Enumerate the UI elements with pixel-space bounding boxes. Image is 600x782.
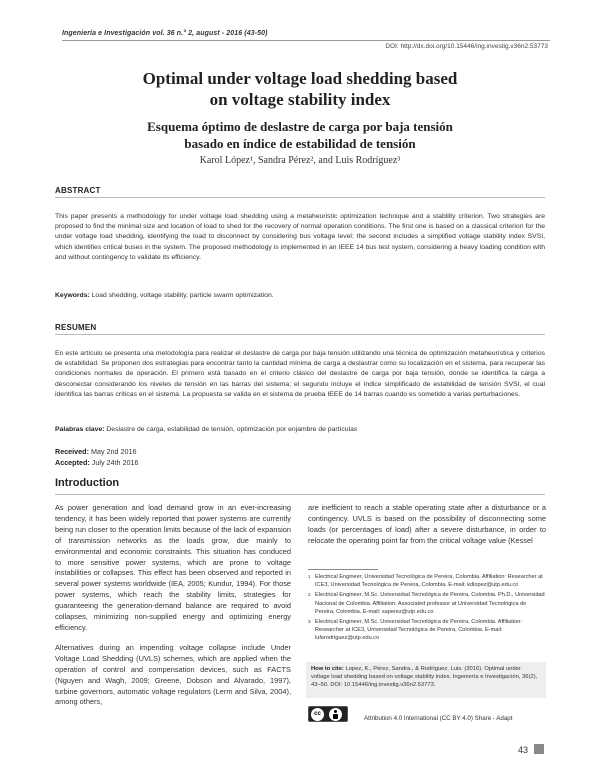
resumen-rule — [55, 334, 545, 335]
journal-header: Ingeniería e Investigación vol. 36 n.° 2, august - 2016 (43-50) — [62, 30, 268, 37]
attribution-icon — [329, 708, 342, 721]
footnote-1-text: Electrical Engineer, Universidad Tecnológica de Pereira, Colombia. Affiliation: Researcher at ICE3, Universidad Tecnológica de Pereira, Colombia. E-mail: kdlopez@utp.edu.co — [315, 574, 543, 589]
palabras-clave-label: Palabras clave: — [55, 426, 105, 433]
resumen-heading: RESUMEN — [55, 323, 97, 332]
title-english-line-2: on voltage stability index — [209, 90, 391, 109]
footnote-1 — [308, 573, 546, 589]
footnote-1-mark: 1 — [308, 574, 311, 579]
how-to-cite-box — [306, 662, 546, 698]
authors: Karol López¹, Sandra Pérez², and Luis Rodríguez³ — [199, 155, 401, 166]
received-date — [55, 446, 139, 457]
keywords-label: Keywords: — [55, 292, 90, 299]
header-rule — [62, 40, 550, 41]
abstract-keywords — [55, 292, 545, 299]
how-to-cite-text: Lopez, K., Pérez, Sandra., & Rodríguez, Luis. (2016). Optimal under voltage load shedding based on voltage stability index. Ingeniería e Investigación, 36(2), 43–50. DOI: 10.15446/ing.investig.v36n2.53773. — [311, 666, 538, 688]
abstract-heading: ABSTRACT — [55, 186, 101, 195]
dates-block — [55, 446, 139, 468]
footnote-2 — [308, 591, 546, 616]
page-number: 43 — [518, 745, 529, 755]
how-to-cite-label: How to cite: — [311, 666, 344, 672]
title-spanish — [40, 118, 560, 152]
footnote-2-text: Electrical Engineer, M.Sc. Universidad Tecnológica de Pereira, Colombia. Ph.D., Universidad Nacional de Colombia. Affiliation: Associated professor at Universidad Tecnológica de Pereira, Colombia. E-mail: saperez@utp.edu.co — [315, 592, 545, 615]
footnotes — [308, 573, 546, 645]
footnote-3-text: Electrical Engineer, M.Sc. Universidad Tecnológica de Pereira, Colombia. Affiliation: Researcher at ICE3, Universidad Tecnológica de Pereira, Colombia. E-mail: luferodriguez@utp.edu.co — [315, 619, 522, 642]
title-spanish-line-1: Esquema óptimo de deslastre de carga por baja tensión — [147, 119, 453, 134]
left-column — [55, 503, 291, 717]
resumen-keywords — [55, 426, 545, 433]
received-label: Received: — [55, 447, 89, 456]
abstract-rule — [55, 197, 545, 198]
footnote-rule — [308, 569, 378, 570]
cc-icon: cc — [311, 708, 324, 721]
palabras-clave-value: Deslastre de carga, estabilidad de tensión, optimización por enjambre de partículas — [106, 426, 358, 433]
cc-license-badge[interactable] — [308, 706, 348, 722]
doi-link[interactable]: DOI: http://dx.doi.org/10.15446/ing.investig.v36n2.53773 — [385, 43, 548, 50]
footnote-3 — [308, 618, 546, 643]
footnote-2-mark: 2 — [308, 592, 311, 598]
page-marker — [534, 744, 544, 754]
introduction-rule — [55, 494, 545, 495]
intro-paragraph-3: are inefficient to reach a stable operating state after a disturbance or a contingency. UVLS is based on the possibility of disconnecting some loads (or percentages of load) after a severe disturbance, in order to relocate the operating point far from the critical voltage value (Kessel — [308, 503, 546, 545]
title-english-line-1: Optimal under voltage load shedding based — [142, 69, 458, 88]
introduction-heading: Introduction — [55, 477, 120, 489]
accepted-value: July 24th 2016 — [91, 458, 139, 467]
resumen-text: En este artículo se presenta una metodología para realizar el deslastre de carga por baja tensión utilizando una técnica de optimización metaheurística y criterios de estabilidad. Se proponen dos estrategias para encontrar tanto la cantidad mínima de carga a deslastrar como su localización en el sistema, para recuperar las condiciones normales de operación. El primero está basado en el criterio clásico del deslastre de carga por baja tensión, donde se identifica la carga a desconectar considerando los niveles de tensión en las barras del sistema; el segundo incluye el índice simplificado de estabilidad de tensión SVSI, el cual identifica las barras críticas en el sistema. La propuesta se valida en el sistema de prueba IEEE de 14 barras cuando es sometido a varias perturbaciones. — [55, 350, 545, 398]
abstract-text: This paper presents a methodology for under voltage load shedding using a metaheuristic optimization technique and a stability criterion. Two strategies are proposed to find the minimal size and location of load to shed for the recovery of normal operation conditions. The first one is based on a classical criterion for the under voltage load shedding, identifying the load to disconnect by considering bus voltage level; the second includes a simplified voltage stability index SVSI, which identifies critical buses in the system. The proposed methodology is implemented in an IEEE 14 bus test system, considering a heavy loading condition with and without contingency to validate its efficiency. — [55, 213, 545, 261]
intro-paragraph-2: Alternatives during an impending voltage collapse include Under Voltage Load Shedding (UVLS) schemes, which are applied when the operation of control and compensation devices, such as FACTS (Nguyen and Wagh, 2009; Greene, Dobson and Alvarado, 1997), turbine governors, automatic voltage regulators (Lerm and Silva, 2004), among others, — [55, 642, 291, 707]
footnote-3-mark: 3 — [308, 619, 311, 625]
accepted-date — [55, 457, 139, 468]
title-english — [40, 68, 560, 110]
keywords-value: Load shedding, voltage stability, particle swarm optimization. — [91, 292, 274, 299]
right-column — [308, 503, 546, 556]
license-text: Attribution 4.0 International (CC BY 4.0) Share - Adapt — [364, 715, 513, 722]
received-value: May 2nd 2016 — [90, 447, 137, 456]
title-spanish-line-2: basado en índice de estabilidad de tensión — [184, 136, 416, 151]
accepted-label: Accepted: — [55, 458, 90, 467]
intro-paragraph-1: As power generation and load demand grow in an ever-increasing tendency, it has been widely reported that power systems are currently being run closer to the operation limits because of the lack of expansion of transmission networks as the loads grow, due mainly to environmental and economic constraints. This situation has conduced to more sensitive power systems, which are prone to voltage instabilities or collapses. This effect has been observed and reported in several power systems worldwide (IEA, 2005; Kundur, 1994). For those power systems, which reach the stability limits, strategies for guaranteeing the generation-demand balance are required to avoid collapses, minimizing non-supplied energy and optimizing energy efficiency. — [55, 503, 291, 632]
